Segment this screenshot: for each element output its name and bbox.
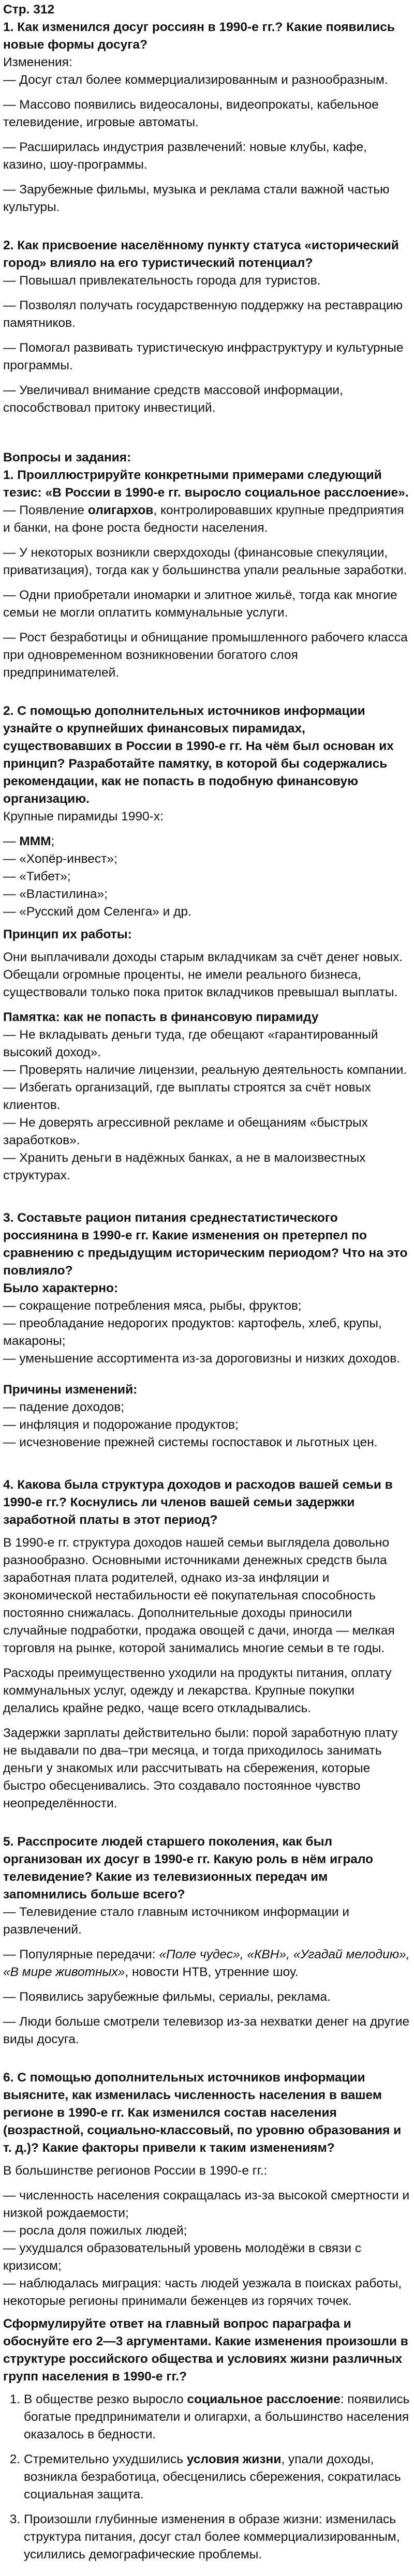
- answer-item: — падение доходов;: [3, 1400, 125, 1414]
- task-3-heading: 3. Составьте рацион питания среднестатистического россиянина в 1990-е гг. Какие изменения он претерпел по сравнению с предыдущим историческим периодом? Что на это повлияло?: [3, 1211, 408, 1278]
- question-1-heading: 1. Как изменился досуг россиян в 1990-е гг.? Какие появились новые формы досуга?: [3, 20, 395, 52]
- answer-item: — Позволял получать государственную поддержку на реставрацию памятников.: [3, 298, 403, 330]
- answer-item: — Телевидение стало главным источником информации и развлечений.: [3, 1905, 350, 1937]
- answer-paragraph: В 1990-е гг. структура доходов нашей семьи выглядела довольно разнообразно. Основными источниками денежных средств была заработная плата родителей, однако из-за инфляции и экономической нестабильности её покупательная способность постоянно снижалась. Дополнительные доходы приносили случайные подработки, продажа овощей с дачи, иногда — мелкая торговля на рынке, которой занимались многие семьи в те годы.: [3, 1536, 395, 1655]
- answer-item: — уменьшение ассортимента из-за дороговизны и низких доходов.: [3, 1352, 401, 1366]
- principle-title: Принцип их работы:: [3, 927, 132, 941]
- task-6-heading: 6. С помощью дополнительных источников информации выясните, как изменилась численность населения в вашем регионе в 1990-е гг. Как изменился состав населения (возрастной, социально-классовый, по уровню образования и т. д.)? Какие факторы привели к таким изменениям?: [3, 2071, 402, 2155]
- was-title: Было характерно:: [3, 1281, 119, 1295]
- final-point: [24, 2451, 411, 2504]
- answer-item: — росла доля пожилых людей;: [3, 2224, 187, 2238]
- answer-item: — Повышал привлекательность города для туристов.: [3, 274, 321, 288]
- item-suffix: , контролировавших крупные предприятия и банки, на фоне роста бедности населения.: [3, 503, 404, 535]
- answer-item: — Увеличивал внимание средств массовой информации, способствовал притоку инвестиций.: [3, 383, 343, 415]
- memo-item: — Хранить деньги в надёжных банках, а не в малоизвестных структурах.: [3, 1151, 366, 1182]
- pyramid-list: [3, 833, 411, 921]
- answer-item: — преобладание недорогих продуктов: картофель, хлеб, крупы, макароны;: [3, 1316, 382, 1348]
- answer-item: — наблюдалась миграция: часть людей уезжала в поисках работы, некоторые регионы принимали беженцев из горячих точек.: [3, 2277, 402, 2308]
- final-question-heading: Сформулируйте ответ на главный вопрос параграфа и обоснуйте его 2—3 аргументами. Какие изменения произошли в структуре российского общества и условиях жизни различных групп населения в 1990-е гг.?: [3, 2317, 408, 2384]
- changes-intro: Изменения:: [3, 55, 72, 69]
- answer-paragraph: Расходы преимущественно уходили на продукты питания, оплату коммунальных услуг, одежду и лекарства. Крупные покупки делались крайне редко, чаще всего откладывались.: [3, 1666, 392, 1715]
- answer-item: — Рост безработицы и обнищание промышленного рабочего класса при одновременном возникновении богатого слоя предпринимателей.: [3, 631, 408, 680]
- answer-item: — Появились зарубежные фильмы, сериалы, реклама.: [3, 1990, 331, 2004]
- answer-item: — инфляция и подорожание продуктов;: [3, 1418, 239, 1432]
- answer-item: — Досуг стал более коммерциализированным и разнообразным.: [3, 73, 388, 87]
- answer-item: — ухудшался образовательный уровень молодёжи в связи с кризисом;: [3, 2241, 362, 2273]
- tasks-title: Вопросы и задания:: [3, 451, 131, 465]
- answer-item: — Помогал развивать туристическую инфраструктуру и культурные программы.: [3, 341, 404, 372]
- final-point: [24, 2511, 411, 2564]
- list-item: — «Тибет»;: [3, 870, 71, 883]
- item-prefix: — Появление: [3, 503, 88, 517]
- point-text: , упали доходы, возникла безработица, обесценились сбережения, сократилась социальная защита.: [24, 2452, 401, 2502]
- question-2-heading: 2. Как присвоение населённому пункту статуса «исторический город» влияло на его туристический потенциал?: [3, 238, 399, 270]
- memo-item: — Избегать организаций, где выплаты строятся за счёт новых клиентов.: [3, 1081, 371, 1112]
- answer-item: — Массово появились видеосалоны, видеопрокаты, кабельное телевидение, игровые автоматы.: [3, 98, 379, 129]
- bold-term-stratification: социальное расслоение: [187, 2392, 341, 2406]
- answer-item: — численность населения сокращалась из-за высокой смертности и низкой рождаемости;: [3, 2189, 410, 2220]
- principle-text: Они выплачивали доходы старым вкладчикам за счёт денег новых. Обещали огромные проценты, не имели реального бизнеса, существовали только пока приток вкладчиков превышал выплаты.: [3, 950, 403, 999]
- task-4-heading: 4. Какова была структура доходов и расходов вашей семьи в 1990-е гг.? Коснулись ли членов вашей семьи задержки заработной платы в этот период?: [3, 1478, 393, 1527]
- point-text: Стремительно ухудшились: [24, 2452, 187, 2466]
- memo-item: — Не доверять агрессивной рекламе и обещаниям «быстрых заработков».: [3, 1116, 368, 1147]
- item-suffix: ;: [51, 834, 55, 848]
- point-text: В обществе резко выросло: [24, 2392, 187, 2406]
- answer-item: [3, 1946, 411, 1981]
- list-item: — «Русский дом Селенга» и др.: [3, 905, 191, 919]
- task-5-heading: 5. Расспросите людей старшего поколения, как был организован их досуг в 1990-е гг. Какую роль в нём играло телевидение? Какие из телевизионных передач им запомнились больше всего?: [3, 1835, 374, 1901]
- answer-item: — исчезновение прежней системы госпоставок и льготных цен.: [3, 1435, 378, 1449]
- answer-paragraph: Задержки зарплаты действительно были: порой заработную плату не выдавали по два–три месяца, и тогда приходилось занимать деньги у знакомых или рассчитывать на сбережения, которые быстро обесценивались. Это создавало постоянное чувство неопределённости.: [3, 1726, 398, 1810]
- page-title: Стр. 312: [3, 3, 55, 17]
- answer-item: — У некоторых возникли сверхдоходы (финансовые спекуляции, приватизация), тогда как у большинства упали реальные заработки.: [3, 546, 407, 577]
- answer-item: — сокращение потребления мяса, рыбы, фруктов;: [3, 1299, 302, 1313]
- memo-item: — Не вкладывать деньги туда, где обещают «гарантированный высокий доход».: [3, 1028, 378, 1059]
- answer-item: — Одни приобретали иномарки и элитное жильё, тогда как многие семьи не могли оплатить коммунальные услуги.: [3, 588, 397, 620]
- region-intro: В большинстве регионов России в 1990-е гг.:: [3, 2164, 268, 2178]
- causes-title: Причины изменений:: [3, 1383, 138, 1397]
- item-prefix: — Популярные передачи:: [3, 1948, 159, 1961]
- list-item: — «Властилина»;: [3, 887, 108, 901]
- pyramids-intro: Крупные пирамиды 1990-х:: [3, 810, 164, 823]
- answer-item: — Зарубежные фильмы, музыка и реклама стали важной частью культуры.: [3, 183, 390, 214]
- final-point: [24, 2391, 411, 2444]
- bold-term-oligarchs: олигархов: [87, 503, 154, 517]
- answer-item: — Расширилась индустрия развлечений: новые клубы, кафе, казино, шоу-программы.: [3, 140, 367, 172]
- bold-term-living-conditions: условия жизни: [186, 2452, 282, 2466]
- final-points-list: [3, 2391, 411, 2564]
- item-prefix: —: [3, 834, 20, 848]
- point-text: : появились богатые предприниматели и олигархи, а большинство населения оказалось в бедности.: [24, 2392, 410, 2442]
- list-item: — «Хопёр-инвест»;: [3, 852, 117, 866]
- answer-item: [3, 502, 411, 537]
- memo-title: Памятка: как не попасть в финансовую пирамиду: [3, 1010, 319, 1024]
- answer-item: — Люди больше смотрели телевизор из-за нехватки денег на другие виды досуга.: [3, 2015, 410, 2046]
- tv-shows-italic: «Поле чудес», «КВН», «Угадай мелодию», «В мире животных»: [3, 1948, 410, 1979]
- task-1-heading: 1. Проиллюстрируйте конкретными примерами следующий тезис: «В России в 1990-е гг. выросло социальное расслоение».: [3, 468, 409, 500]
- bold-term-mmm: МММ: [19, 834, 51, 848]
- memo-item: — Проверять наличие лицензии, реальную деятельность компании.: [3, 1063, 407, 1077]
- list-item: [3, 833, 411, 850]
- point-text: Произошли глубинные изменения в образе жизни: изменилась структура питания, досуг стал более коммерциализированным, усилились демографические проблемы.: [24, 2512, 400, 2562]
- item-suffix: , новости НТВ, утренние шоу.: [125, 1965, 299, 1979]
- task-2-heading: 2. С помощью дополнительных источников информации узнайте о крупнейших финансовых пирамидах, существовавших в России в 1990-е гг. На чём был основан их принцип? Разработайте памятку, в которой бы содержались рекомендации, как не попасть в подобную финансовую организацию.: [3, 704, 394, 806]
